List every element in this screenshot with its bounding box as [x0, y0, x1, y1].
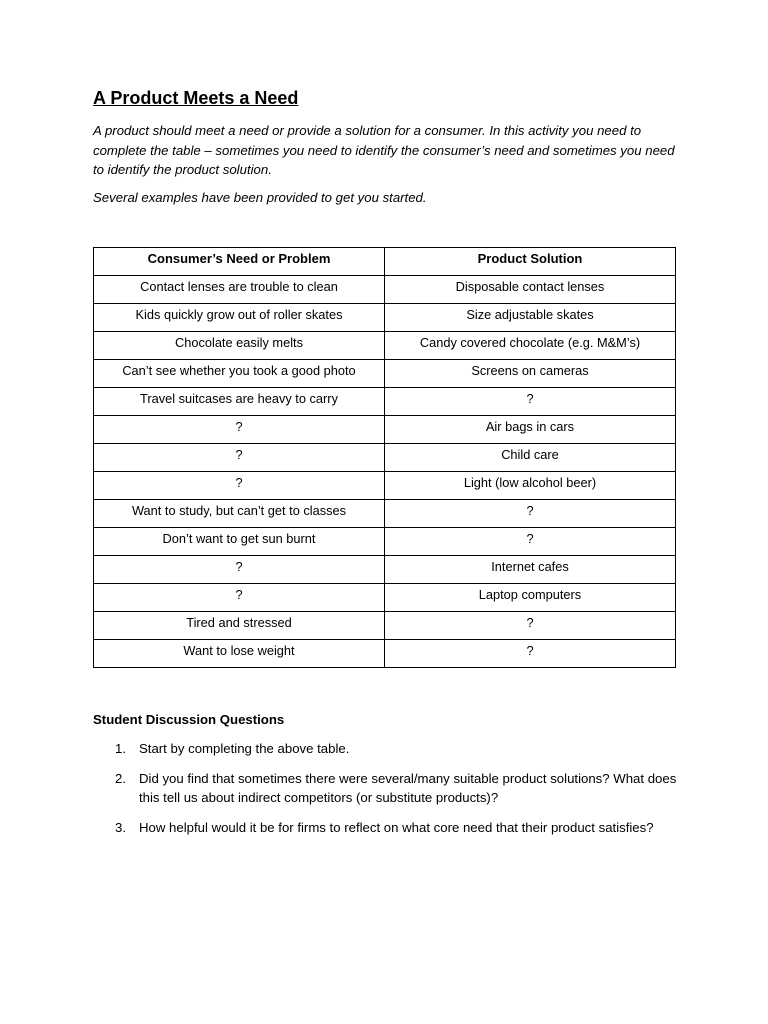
need-cell: Kids quickly grow out of roller skates [94, 304, 385, 332]
need-cell: Travel suitcases are heavy to carry [94, 388, 385, 416]
table-row [94, 276, 676, 304]
table-row [94, 304, 676, 332]
need-cell: Want to lose weight [94, 640, 385, 668]
solution-cell: Light (low alcohol beer) [385, 472, 676, 500]
solution-cell: Laptop computers [385, 584, 676, 612]
discussion-questions-list [93, 739, 683, 847]
question-text: How helpful would it be for firms to reflect on what core need that their product satisfies? [139, 819, 654, 835]
needs-solutions-table [93, 247, 676, 668]
question-number: 1. [115, 741, 126, 756]
table-row [94, 500, 676, 528]
question-text: Did you find that sometimes there were several/many suitable product solutions? What does this tell us about indirect competitors (or substitute products)? [139, 770, 677, 805]
solution-cell: ? [385, 500, 676, 528]
need-cell: Want to study, but can’t get to classes [94, 500, 385, 528]
need-cell: ? [94, 444, 385, 472]
solution-cell: ? [385, 612, 676, 640]
solution-cell: Air bags in cars [385, 416, 676, 444]
solution-cell: ? [385, 528, 676, 556]
discussion-question [93, 818, 683, 838]
question-number: 2. [115, 770, 126, 786]
table-row [94, 584, 676, 612]
table-row [94, 612, 676, 640]
solution-cell: ? [385, 388, 676, 416]
solution-cell: Size adjustable skates [385, 304, 676, 332]
need-cell: Chocolate easily melts [94, 332, 385, 360]
solution-cell: Internet cafes [385, 556, 676, 584]
table-row [94, 388, 676, 416]
solution-cell: Disposable contact lenses [385, 276, 676, 304]
table-header-row [94, 248, 676, 276]
table-row [94, 360, 676, 388]
solution-cell: ? [385, 640, 676, 668]
need-cell: Can’t see whether you took a good photo [94, 360, 385, 388]
column-header-need: Consumer’s Need or Problem [94, 248, 385, 276]
table-row [94, 332, 676, 360]
table-row [94, 416, 676, 444]
discussion-question [93, 769, 683, 808]
solution-cell: Screens on cameras [385, 360, 676, 388]
question-number: 3. [115, 819, 126, 835]
need-cell: Tired and stressed [94, 612, 385, 640]
table-row [94, 640, 676, 668]
need-cell: ? [94, 472, 385, 500]
discussion-heading: Student Discussion Questions [93, 712, 285, 727]
discussion-question [93, 739, 683, 759]
intro-paragraph: A product should meet a need or provide a solution for a consumer. In this activity you need to complete the table – sometimes you need to identify the consumer’s need and sometimes you need to identify the product solution. [93, 123, 675, 177]
column-header-solution: Product Solution [385, 248, 676, 276]
need-cell: Contact lenses are trouble to clean [94, 276, 385, 304]
need-cell: Don’t want to get sun burnt [94, 528, 385, 556]
table-row [94, 472, 676, 500]
table-row [94, 444, 676, 472]
table-body [94, 276, 676, 668]
table-row [94, 528, 676, 556]
need-cell: ? [94, 584, 385, 612]
question-text: Start by completing the above table. [139, 741, 350, 756]
solution-cell: Candy covered chocolate (e.g. M&M’s) [385, 332, 676, 360]
solution-cell: Child care [385, 444, 676, 472]
need-cell: ? [94, 556, 385, 584]
table-row [94, 556, 676, 584]
need-cell: ? [94, 416, 385, 444]
page-title: A Product Meets a Need [93, 88, 299, 108]
examples-note: Several examples have been provided to get you started. [93, 190, 427, 205]
